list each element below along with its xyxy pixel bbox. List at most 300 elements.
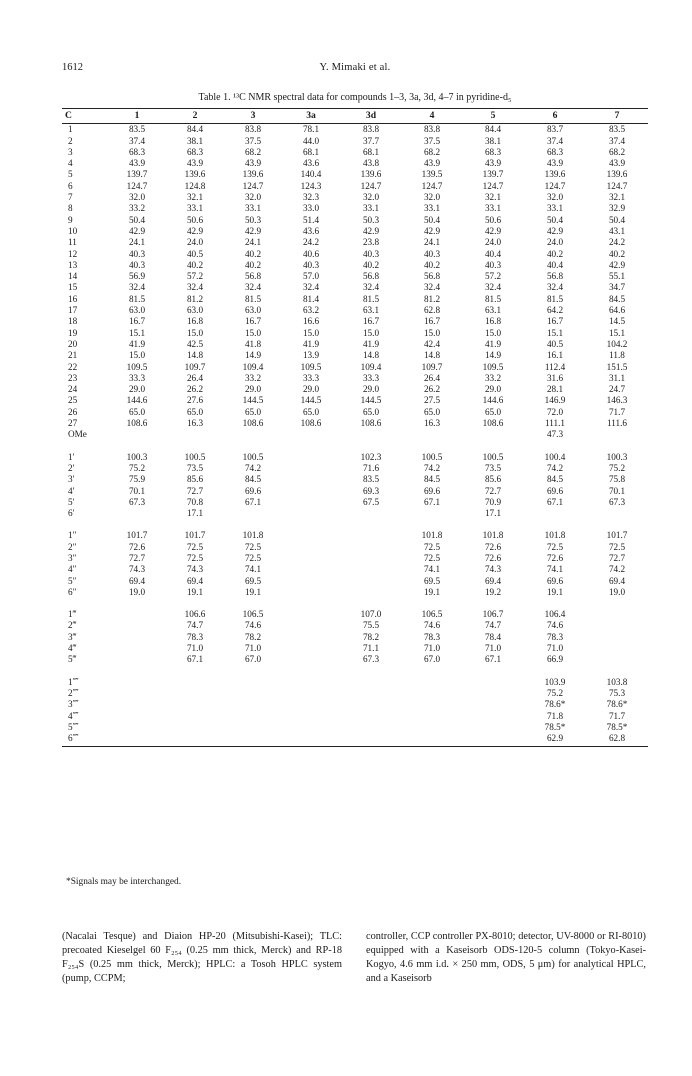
shift-value-cell: 33.1: [186, 203, 204, 214]
shift-value-cell: 40.5: [546, 338, 564, 349]
shift-value-cell: 69.3: [362, 485, 380, 496]
group-spacer: [62, 441, 648, 452]
shift-value-cell: 40.4: [546, 259, 564, 270]
shift-value-cell: 16.7: [423, 316, 441, 327]
carbon-label-cell: 22: [68, 361, 78, 372]
shift-value-cell: 69.6: [244, 485, 262, 496]
shift-value-cell: 70.1: [608, 485, 626, 496]
carbon-label-cell: 14: [68, 271, 78, 282]
shift-value-cell: 109.5: [126, 361, 148, 372]
nmr-data-table: [62, 108, 648, 747]
shift-value-cell: [108, 609, 166, 620]
shift-value-cell: 146.3: [606, 395, 628, 406]
shift-value-cell: [282, 576, 340, 587]
shift-value-cell: [108, 722, 166, 733]
shift-value-cell: 14.9: [244, 350, 262, 361]
shift-value-cell: [340, 688, 402, 699]
shift-value-cell: [108, 699, 166, 710]
shift-value-cell: 73.5: [186, 462, 204, 473]
shift-value-cell: 74.6: [244, 620, 262, 631]
table-row: [62, 699, 648, 710]
shift-value-cell: 78.3: [423, 631, 441, 642]
shift-value-cell: [108, 711, 166, 722]
table-row: [62, 181, 648, 192]
shift-value-cell: 75.2: [546, 687, 564, 698]
shift-value-cell: 101.7: [606, 530, 628, 541]
carbon-label-cell: 6′: [68, 508, 75, 519]
shift-value-cell: 43.9: [186, 158, 204, 169]
shift-value-cell: 68.3: [128, 146, 146, 157]
shift-value-cell: 42.9: [128, 225, 146, 236]
shift-value-cell: 124.7: [606, 180, 628, 191]
shift-value-cell: 16.6: [302, 316, 320, 327]
shift-value-cell: 65.0: [186, 406, 204, 417]
shift-value-cell: 74.3: [186, 564, 204, 575]
shift-value-cell: 57.0: [302, 271, 320, 282]
carbon-label-cell: 5″: [68, 575, 77, 586]
shift-value-cell: 40.2: [362, 259, 380, 270]
shift-value-cell: 38.1: [484, 135, 502, 146]
shift-value-cell: 40.6: [302, 248, 320, 259]
shift-value-cell: 32.0: [362, 192, 380, 203]
carbon-label-cell: 4′: [68, 485, 75, 496]
shift-value-cell: 57.2: [484, 271, 502, 282]
shift-value-cell: 72.7: [186, 485, 204, 496]
shift-value-cell: 108.6: [482, 418, 504, 429]
shift-value-cell: [340, 722, 402, 733]
shift-value-cell: 63.2: [302, 305, 320, 316]
shift-value-cell: 62.9: [524, 733, 586, 747]
column-header: 7: [586, 109, 648, 124]
shift-value-cell: 40.2: [608, 248, 626, 259]
shift-value-cell: 50.4: [423, 214, 441, 225]
shift-value-cell: 14.5: [608, 316, 626, 327]
shift-value-cell: 32.1: [484, 192, 502, 203]
shift-value-cell: 78.6*: [606, 699, 628, 710]
shift-value-cell: 14.9: [484, 350, 502, 361]
shift-value-cell: 42.4: [423, 338, 441, 349]
shift-value-cell: [108, 733, 166, 747]
shift-value-cell: 109.5: [482, 361, 504, 372]
table-row: [62, 215, 648, 226]
shift-value-cell: 111.1: [545, 418, 565, 429]
page-number: 1612: [62, 62, 83, 73]
table-row: [62, 328, 648, 339]
shift-value-cell: 71.0: [546, 643, 564, 654]
table-row: [62, 722, 648, 733]
shift-value-cell: 74.1: [546, 564, 564, 575]
shift-value-cell: 144.6: [482, 395, 504, 406]
shift-value-cell: 108.6: [300, 418, 322, 429]
shift-value-cell: 15.0: [128, 350, 146, 361]
shift-value-cell: 38.1: [186, 135, 204, 146]
shift-value-cell: 40.3: [128, 259, 146, 270]
shift-value-cell: 43.1: [608, 225, 626, 236]
shift-value-cell: 33.1: [244, 203, 262, 214]
shift-value-cell: 109.7: [184, 361, 206, 372]
shift-value-cell: 72.5: [244, 552, 262, 563]
shift-value-cell: 78.6*: [544, 699, 566, 710]
carbon-label-cell: 4⁗: [68, 710, 79, 721]
shift-value-cell: 102.3: [360, 451, 382, 462]
shift-value-cell: 65.0: [128, 406, 146, 417]
shift-value-cell: 71.1: [362, 643, 380, 654]
shift-value-cell: 19.0: [608, 586, 626, 597]
shift-value-cell: 37.7: [362, 135, 380, 146]
shift-value-cell: 42.9: [423, 225, 441, 236]
shift-value-cell: [462, 688, 524, 699]
column-header: C: [62, 109, 108, 124]
shift-value-cell: 40.3: [362, 248, 380, 259]
column-header: 6: [524, 109, 586, 124]
shift-value-cell: [340, 508, 402, 519]
shift-value-cell: [282, 486, 340, 497]
shift-value-cell: 83.8: [244, 124, 262, 135]
shift-value-cell: 74.2: [608, 564, 626, 575]
shift-value-cell: 124.7: [544, 180, 566, 191]
shift-value-cell: 71.0: [244, 643, 262, 654]
shift-value-cell: 42.9: [362, 225, 380, 236]
table-row: [62, 508, 648, 519]
carbon-label-cell: 3: [68, 146, 73, 157]
shift-value-cell: 27.5: [423, 395, 441, 406]
shift-value-cell: 71.0: [186, 643, 204, 654]
body-text-right-column: controller, CCP controller PX-8010; detector, UV-8000 or RI-8010) equipped with a Kaseisorb ODS-120-5 column (Tokyo-Kasei-Kogyo, 4.6 mm i.d. × 250 mm, ODS, 5 μm) for analytical HPLC, and a Kaseisorb: [366, 931, 646, 984]
group-spacer: [62, 598, 648, 609]
shift-value-cell: 85.6: [186, 474, 204, 485]
carbon-label-cell: 19: [68, 327, 78, 338]
column-header: 3: [224, 109, 282, 124]
shift-value-cell: 74.3: [128, 564, 146, 575]
table-row: [62, 643, 648, 654]
shift-value-cell: [282, 553, 340, 564]
shift-value-cell: 111.6: [607, 418, 627, 429]
shift-value-cell: 81.2: [423, 293, 441, 304]
shift-value-cell: 32.9: [608, 203, 626, 214]
shift-value-cell: 33.2: [128, 203, 146, 214]
carbon-label-cell: 12: [68, 248, 78, 259]
shift-value-cell: 109.7: [421, 361, 443, 372]
table-row: [62, 237, 648, 248]
shift-value-cell: [166, 722, 224, 733]
shift-value-cell: 28.1: [546, 384, 564, 395]
shift-value-cell: 31.6: [546, 372, 564, 383]
shift-value-cell: 81.5: [484, 293, 502, 304]
shift-value-cell: 37.4: [128, 135, 146, 146]
shift-value-cell: 108.6: [126, 418, 148, 429]
shift-value-cell: [224, 688, 282, 699]
shift-value-cell: 67.1: [484, 654, 502, 665]
shift-value-cell: 47.3: [546, 429, 564, 440]
shift-value-cell: [282, 609, 340, 620]
shift-value-cell: 83.5: [128, 124, 146, 135]
shift-value-cell: 33.3: [128, 372, 146, 383]
shift-value-cell: [224, 699, 282, 710]
page-header: [62, 62, 648, 78]
carbon-label-cell: 5⁗: [68, 721, 79, 732]
shift-value-cell: [462, 722, 524, 733]
shift-value-cell: [586, 632, 648, 643]
shift-value-cell: 81.5: [546, 293, 564, 304]
shift-value-cell: 42.9: [186, 225, 204, 236]
shift-value-cell: 72.5: [186, 552, 204, 563]
shift-value-cell: 124.7: [360, 180, 382, 191]
shift-value-cell: [340, 587, 402, 598]
shift-value-cell: 16.7: [546, 316, 564, 327]
shift-value-cell: 29.0: [362, 384, 380, 395]
shift-value-cell: 72.5: [546, 541, 564, 552]
shift-value-cell: 15.0: [244, 327, 262, 338]
table-row: [62, 305, 648, 316]
shift-value-cell: 62.8: [423, 305, 441, 316]
shift-value-cell: [282, 530, 340, 541]
table-row: [62, 564, 648, 575]
shift-value-cell: 63.1: [362, 305, 380, 316]
shift-value-cell: 62.8: [586, 733, 648, 747]
shift-value-cell: 68.3: [546, 146, 564, 157]
shift-value-cell: 124.7: [421, 180, 443, 191]
shift-value-cell: 14.8: [186, 350, 204, 361]
shift-value-cell: [340, 699, 402, 710]
table-row: [62, 711, 648, 722]
shift-value-cell: 68.2: [244, 146, 262, 157]
shift-value-cell: 67.1: [546, 496, 564, 507]
carbon-label-cell: 23: [68, 372, 78, 383]
shift-value-cell: 32.3: [302, 192, 320, 203]
carbon-label-cell: 16: [68, 293, 78, 304]
shift-value-cell: [340, 429, 402, 440]
shift-value-cell: 19.0: [128, 586, 146, 597]
shift-value-cell: 78.2: [244, 631, 262, 642]
shift-value-cell: 32.4: [362, 282, 380, 293]
shift-value-cell: 41.9: [484, 338, 502, 349]
shift-value-cell: 16.8: [484, 316, 502, 327]
shift-value-cell: 50.4: [128, 214, 146, 225]
table-row: [62, 136, 648, 147]
shift-value-cell: 32.4: [186, 282, 204, 293]
shift-value-cell: [282, 699, 340, 710]
shift-value-cell: 100.3: [126, 451, 148, 462]
shift-value-cell: 24.2: [302, 237, 320, 248]
shift-value-cell: 72.6: [484, 552, 502, 563]
shift-value-cell: 83.5: [608, 124, 626, 135]
shift-value-cell: [108, 632, 166, 643]
shift-value-cell: [586, 654, 648, 665]
shift-value-cell: 40.2: [186, 259, 204, 270]
shift-value-cell: 72.7: [608, 552, 626, 563]
shift-value-cell: [282, 452, 340, 463]
shift-value-cell: 33.1: [546, 203, 564, 214]
table-row: [62, 620, 648, 631]
carbon-label-cell: 24: [68, 384, 78, 395]
shift-value-cell: 50.4: [608, 214, 626, 225]
shift-value-cell: 57.2: [186, 271, 204, 282]
carbon-label-cell: 27: [68, 418, 78, 429]
table-row: [62, 733, 648, 747]
shift-value-cell: 40.5: [186, 248, 204, 259]
shift-value-cell: 139.6: [184, 169, 206, 180]
shift-value-cell: 67.1: [186, 654, 204, 665]
table-row: [62, 169, 648, 180]
shift-value-cell: 71.8: [546, 710, 564, 721]
shift-value-cell: 15.0: [186, 327, 204, 338]
shift-value-cell: 124.7: [242, 180, 264, 191]
shift-value-cell: 19.1: [186, 586, 204, 597]
shift-value-cell: 42.5: [186, 338, 204, 349]
shift-value-cell: 42.9: [244, 225, 262, 236]
carbon-label-cell: 4‴: [68, 643, 77, 654]
shift-value-cell: 17.1: [484, 508, 502, 519]
shift-value-cell: 31.1: [608, 372, 626, 383]
shift-value-cell: 69.6: [546, 485, 564, 496]
shift-value-cell: 33.1: [423, 203, 441, 214]
shift-value-cell: 42.9: [546, 225, 564, 236]
shift-value-cell: 84.5: [608, 293, 626, 304]
shift-value-cell: 103.9: [544, 676, 566, 687]
shift-value-cell: 67.1: [244, 496, 262, 507]
shift-value-cell: 106.4: [544, 609, 566, 620]
shift-value-cell: 78.3: [546, 631, 564, 642]
shift-value-cell: 41.9: [128, 338, 146, 349]
shift-value-cell: 27.6: [186, 395, 204, 406]
shift-value-cell: 33.1: [484, 203, 502, 214]
carbon-label-cell: 6: [68, 180, 73, 191]
shift-value-cell: 75.8: [608, 474, 626, 485]
shift-value-cell: 15.0: [362, 327, 380, 338]
shift-value-cell: 26.2: [186, 384, 204, 395]
carbon-label-cell: 10: [68, 225, 78, 236]
shift-value-cell: 70.8: [186, 496, 204, 507]
table-row: [62, 654, 648, 665]
shift-value-cell: [402, 677, 462, 688]
shift-value-cell: 15.1: [608, 327, 626, 338]
shift-value-cell: 68.2: [608, 146, 626, 157]
shift-value-cell: 24.0: [484, 237, 502, 248]
shift-value-cell: 63.0: [186, 305, 204, 316]
shift-value-cell: 68.1: [302, 146, 320, 157]
table-row: [62, 576, 648, 587]
shift-value-cell: 106.6: [184, 609, 206, 620]
shift-value-cell: [166, 733, 224, 747]
shift-value-cell: 139.7: [482, 169, 504, 180]
shift-value-cell: 37.4: [546, 135, 564, 146]
shift-value-cell: 32.4: [546, 282, 564, 293]
shift-value-cell: 144.5: [360, 395, 382, 406]
shift-value-cell: 74.1: [244, 564, 262, 575]
shift-value-cell: 24.1: [244, 237, 262, 248]
carbon-label-cell: 2⁗: [68, 687, 79, 698]
shift-value-cell: [402, 508, 462, 519]
shift-value-cell: 67.3: [128, 496, 146, 507]
carbon-label-cell: 5′: [68, 496, 75, 507]
shift-value-cell: 108.6: [242, 418, 264, 429]
shift-value-cell: 42.9: [484, 225, 502, 236]
shift-value-cell: 56.9: [128, 271, 146, 282]
shift-value-cell: 40.2: [423, 259, 441, 270]
shift-value-cell: 13.9: [302, 350, 320, 361]
shift-value-cell: 37.5: [423, 135, 441, 146]
shift-value-cell: 100.5: [184, 451, 206, 462]
carbon-label-cell: 3⁗: [68, 699, 79, 710]
shift-value-cell: 43.9: [128, 158, 146, 169]
table-row: [62, 384, 648, 395]
shift-value-cell: [282, 688, 340, 699]
shift-value-cell: 69.6: [423, 485, 441, 496]
table-row: [62, 486, 648, 497]
carbon-label-cell: 7: [68, 192, 73, 203]
shift-value-cell: [462, 677, 524, 688]
column-header: 5: [462, 109, 524, 124]
shift-value-cell: 69.4: [128, 575, 146, 586]
table-body: [62, 124, 648, 747]
shift-value-cell: 15.0: [423, 327, 441, 338]
shift-value-cell: [282, 542, 340, 553]
shift-value-cell: [340, 711, 402, 722]
shift-value-cell: [402, 711, 462, 722]
shift-value-cell: 64.6: [608, 305, 626, 316]
shift-value-cell: 101.8: [421, 530, 443, 541]
shift-value-cell: 73.5: [484, 462, 502, 473]
table-row: [62, 395, 648, 406]
shift-value-cell: [402, 733, 462, 747]
shift-value-cell: 85.6: [484, 474, 502, 485]
shift-value-cell: 71.7: [608, 406, 626, 417]
shift-value-cell: 72.5: [186, 541, 204, 552]
shift-value-cell: 32.1: [186, 192, 204, 203]
shift-value-cell: 101.8: [544, 530, 566, 541]
shift-value-cell: 33.3: [302, 372, 320, 383]
shift-value-cell: [402, 429, 462, 440]
table-row: [62, 474, 648, 485]
shift-value-cell: 101.8: [242, 530, 264, 541]
shift-value-cell: 19.1: [244, 586, 262, 597]
shift-value-cell: [166, 711, 224, 722]
shift-value-cell: 26.2: [423, 384, 441, 395]
shift-value-cell: 72.0: [546, 406, 564, 417]
shift-value-cell: 15.0: [484, 327, 502, 338]
carbon-label-cell: 1″: [68, 530, 77, 541]
shift-value-cell: 32.4: [423, 282, 441, 293]
shift-value-cell: 43.6: [302, 158, 320, 169]
carbon-label-cell: 6⁗: [62, 733, 108, 747]
shift-value-cell: 42.9: [608, 259, 626, 270]
table-row: [62, 362, 648, 373]
shift-value-cell: [282, 643, 340, 654]
shift-value-cell: 68.2: [423, 146, 441, 157]
shift-value-cell: 69.4: [186, 575, 204, 586]
shift-value-cell: 140.4: [300, 169, 322, 180]
shift-value-cell: 32.0: [244, 192, 262, 203]
shift-value-cell: 16.3: [423, 418, 441, 429]
shift-value-cell: 56.8: [423, 271, 441, 282]
shift-value-cell: 100.5: [421, 451, 443, 462]
shift-value-cell: 106.7: [482, 609, 504, 620]
carbon-label-cell: OMe: [68, 429, 87, 440]
shift-value-cell: 144.5: [300, 395, 322, 406]
shift-value-cell: [108, 620, 166, 631]
shift-value-cell: 83.7: [546, 124, 564, 135]
table-row: [62, 147, 648, 158]
shift-value-cell: 151.5: [606, 361, 628, 372]
group-spacer: [62, 519, 648, 530]
shift-value-cell: 29.0: [244, 384, 262, 395]
shift-value-cell: [340, 733, 402, 747]
shift-value-cell: 50.4: [546, 214, 564, 225]
shift-value-cell: 139.5: [421, 169, 443, 180]
shift-value-cell: 16.8: [186, 316, 204, 327]
shift-value-cell: [224, 429, 282, 440]
carbon-label-cell: 4: [68, 158, 73, 169]
